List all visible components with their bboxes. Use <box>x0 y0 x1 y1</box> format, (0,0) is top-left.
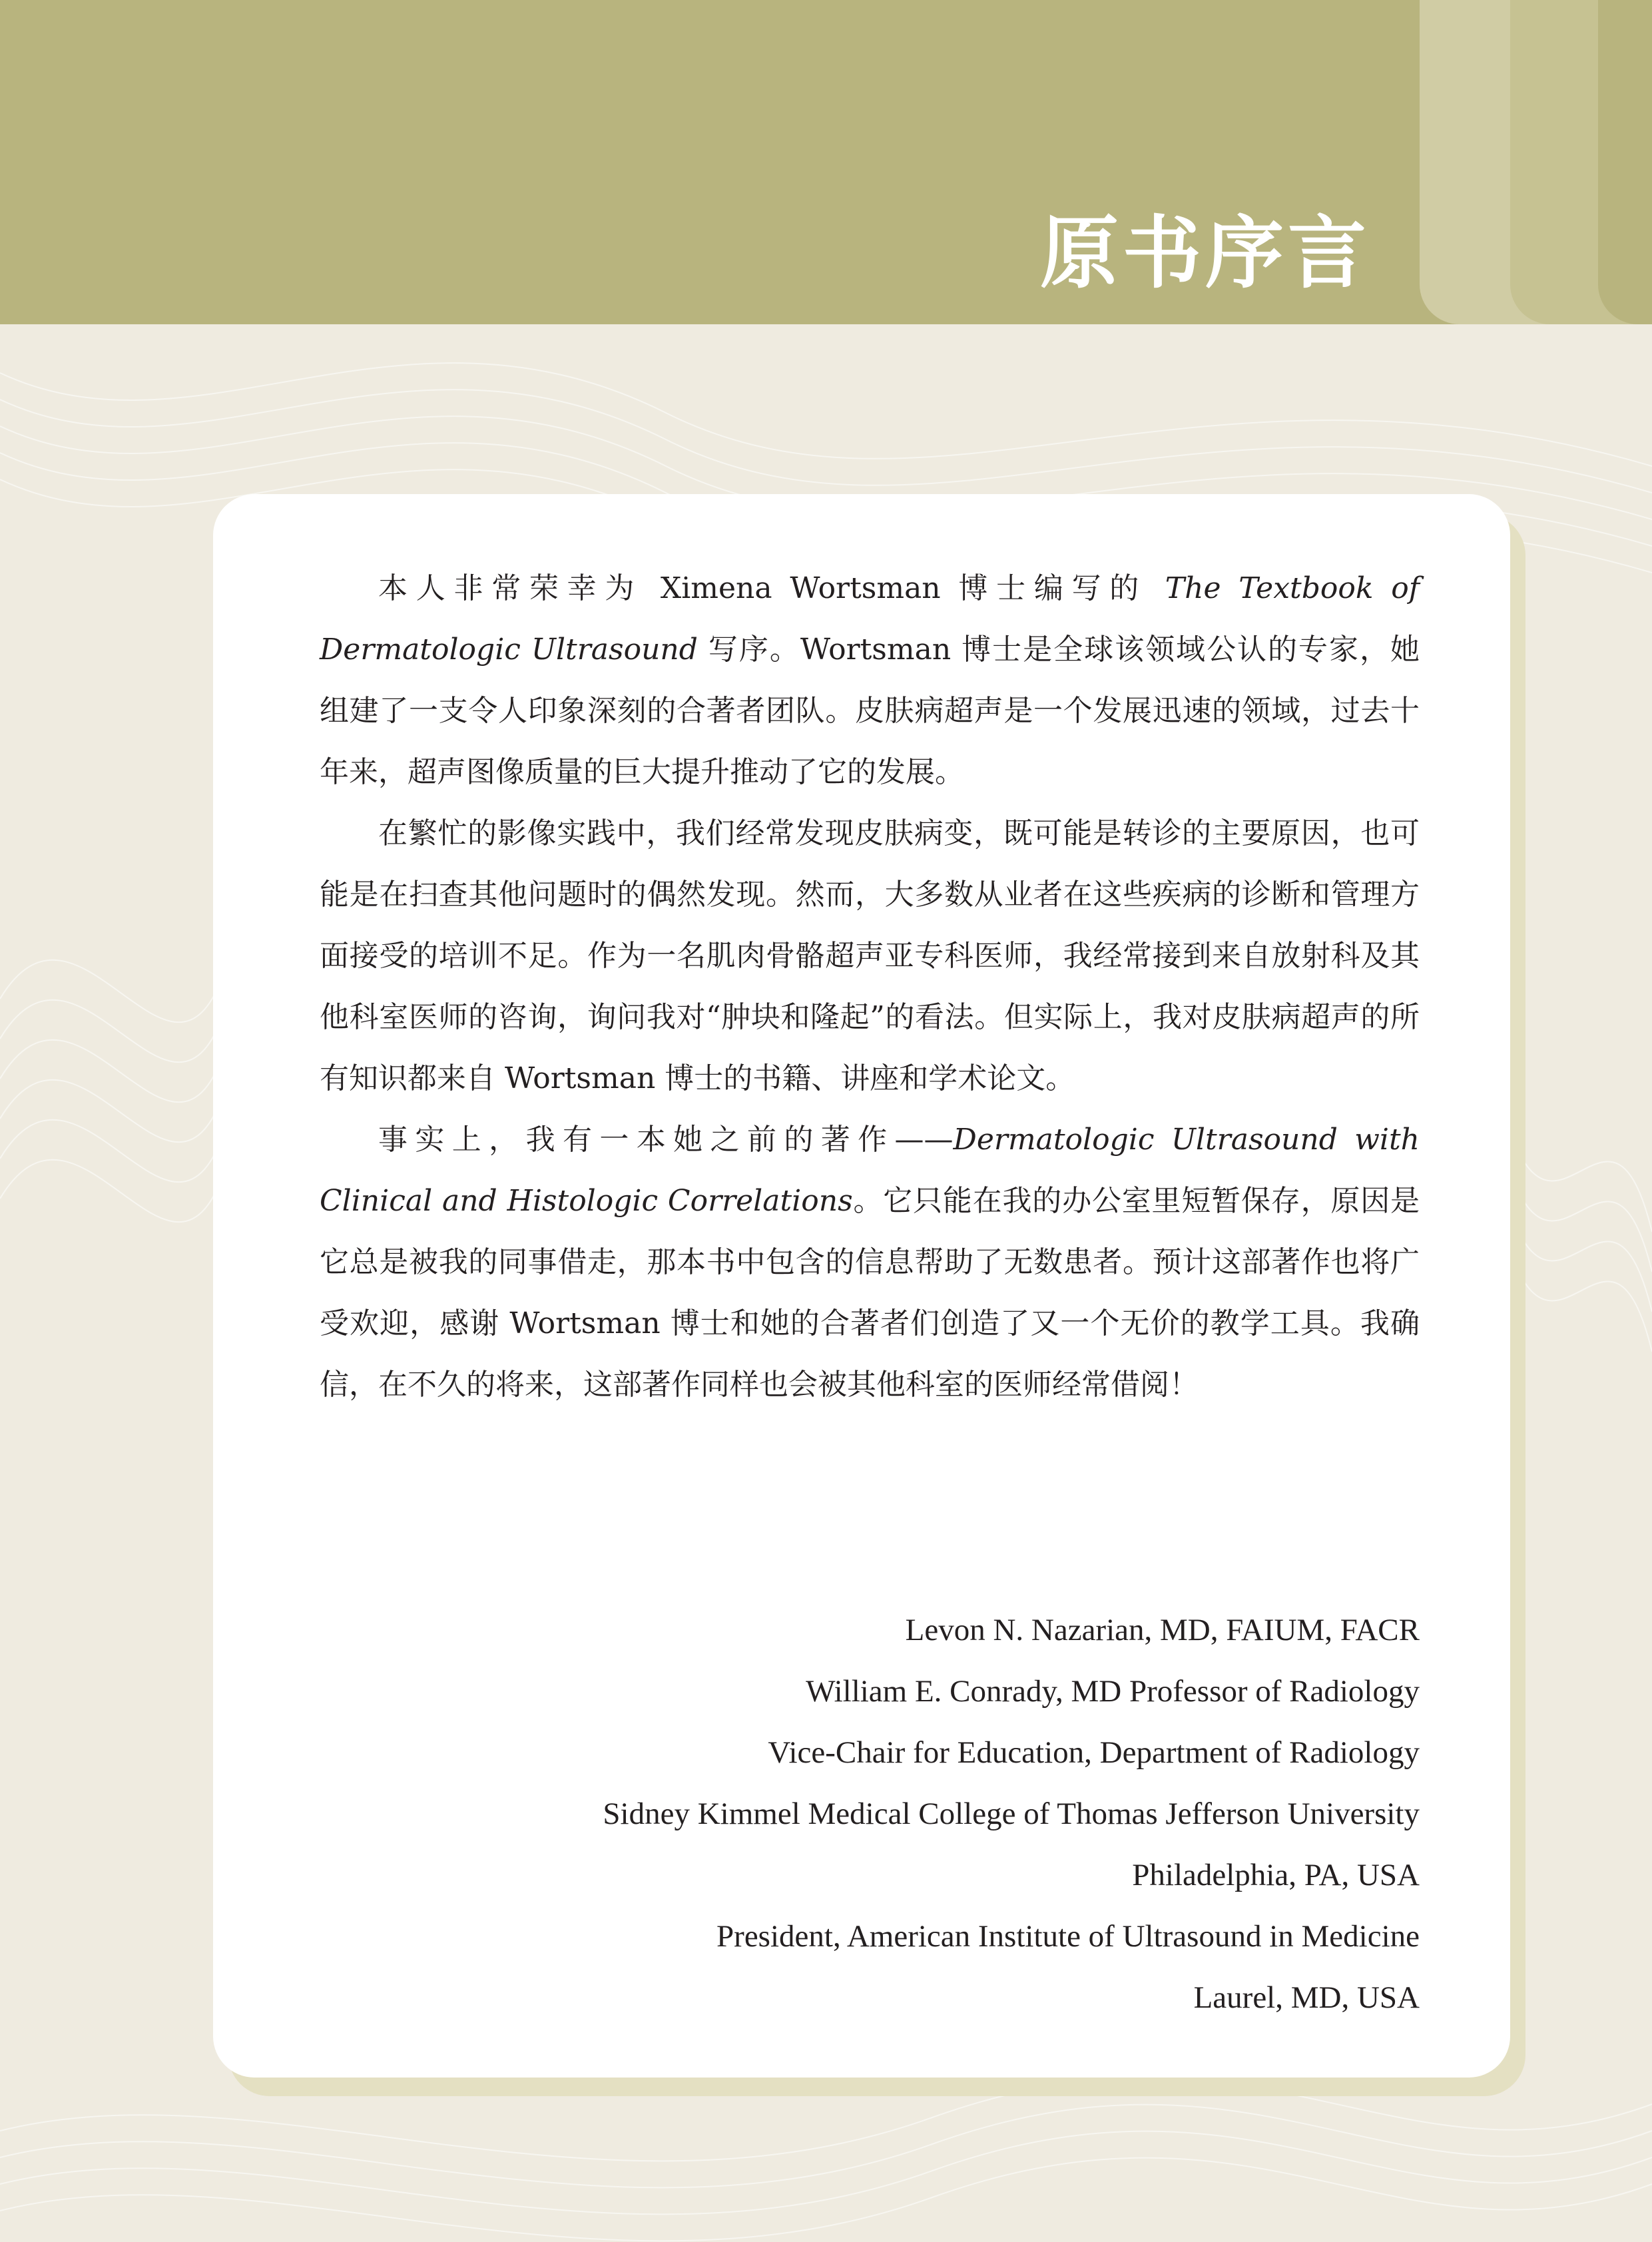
signature-line: Laurel, MD, USA <box>1193 1980 1420 2015</box>
signature-line: Levon N. Nazarian, MD, FAIUM, FACR <box>905 1613 1420 1647</box>
preface-paragraph-3 <box>320 1109 1420 1416</box>
signature-line: President, American Institute of Ultrasound in Medicine <box>716 1919 1420 1954</box>
book-title: The Textbook of Dermatologic Ultrasound <box>320 571 1420 667</box>
preface-paragraph-1 <box>320 558 1420 803</box>
signature-block <box>603 1599 1420 2028</box>
signature-line: William E. Conrady, MD Professor of Radiology <box>806 1674 1420 1709</box>
header-band <box>0 0 1652 324</box>
book-title: Dermatologic Ultrasound with Clinical and Histologic Correlations <box>320 1123 1420 1218</box>
preface-paragraph-2: 在繁忙的影像实践中，我们经常发现皮肤病变，既可能是转诊的主要原因，也可能是在扫查其他问题时的偶然发现。然而，大多数从业者在这些疾病的诊断和管理方面接受的培训不足。作为一名肌肉骨骼超声亚专科医师，我经常接到来自放射科及其他科室医师的咨询，询问我对“肿块和隆起”的看法。但实际上，我对皮肤病超声的所有知识都来自 Wortsman 博士的书籍、讲座和学术论文。 <box>320 816 1420 1095</box>
signature-line: Vice-Chair for Education, Department of Radiology <box>768 1735 1420 1770</box>
text-segment: 事实上，我有一本她之前的著作—— <box>378 1123 954 1157</box>
header-tab-decoration <box>1598 0 1652 324</box>
preface-body <box>320 558 1420 1416</box>
text-segment: 写序。Wortsman 博士是全球该领域公认的专家，她组建了一支令人印象深刻的合著者团队。皮肤病超声是一个发展迅速的领域，过去十年来，超声图像质量的巨大提升推动了它的发展。 <box>320 633 1420 789</box>
text-segment: 本人非常荣幸为 Ximena Wortsman 博士编写的 <box>378 571 1165 605</box>
page-title: 原书序言 <box>1039 207 1370 299</box>
signature-line: Sidney Kimmel Medical College of Thomas Jefferson University <box>603 1797 1420 1831</box>
text-segment: 。它只能在我的办公室里短暂保存，原因是它总是被我的同事借走，那本书中包含的信息帮助了无数患者。预计这部著作也将广受欢迎，感谢 Wortsman 博士和她的合著者们创造了又一个无价的教学工具。我确信，在不久的将来，这部著作同样也会被其他科室的医师经常借阅！ <box>320 1184 1420 1402</box>
signature-line: Philadelphia, PA, USA <box>1132 1858 1420 1892</box>
